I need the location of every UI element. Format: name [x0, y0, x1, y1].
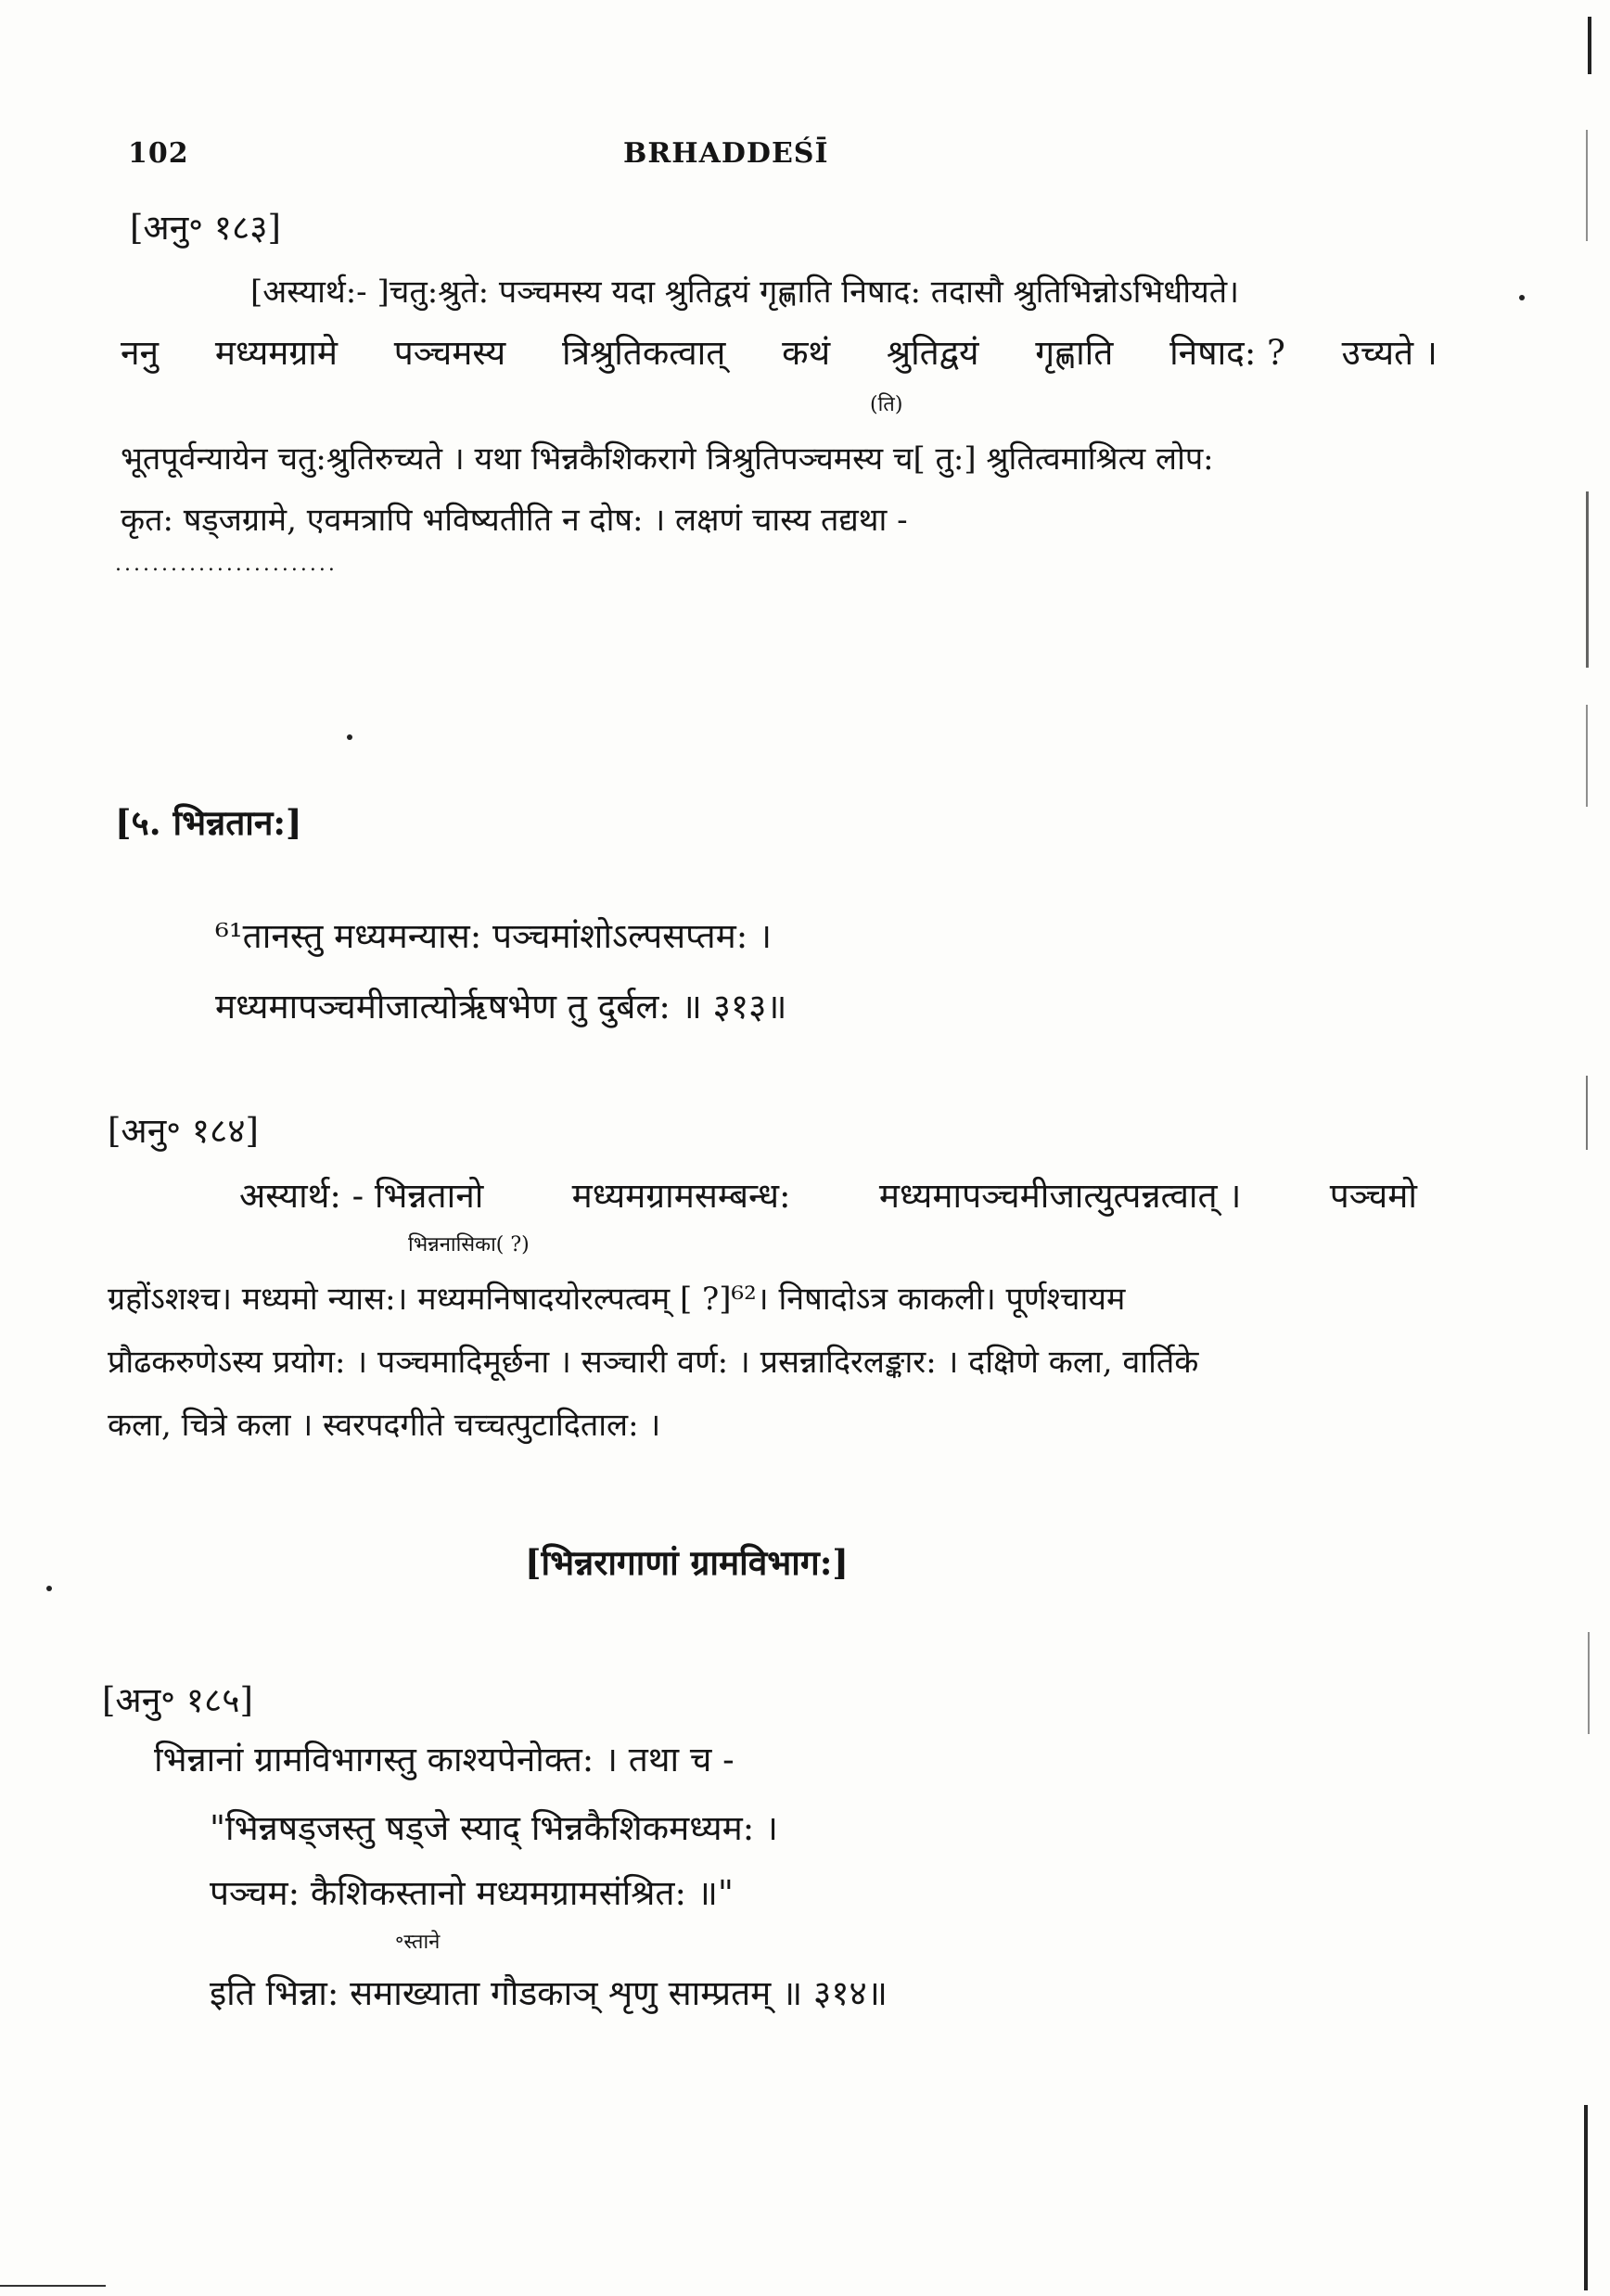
word: श्रुतिद्वयं — [886, 333, 979, 373]
commentary-line-1: [अस्यार्थ:- ]चतु:श्रुते: पञ्चमस्य यदा श्रुतिद्वयं गृह्णाति निषाद: तदासौ श्रुतिभिन्नोऽभिधीयते। — [250, 274, 1239, 311]
scan-edge-mark — [1586, 491, 1589, 668]
section-heading-bhinnatana: [५. भिन्नतान:] — [115, 802, 302, 843]
section-heading-grama-vibhaga: [भिन्नरागाणां ग्रामविभाग:] — [525, 1542, 849, 1583]
verse-313-line-2: मध्यमापञ्चमीजात्योर्ऋषभेण तु दुर्बल: ॥ ३१३॥ — [215, 987, 787, 1027]
commentary-185-line-1: भिन्नानां ग्रामविभागस्तु काश्यपेनोक्त: । तथा च - — [154, 1740, 735, 1779]
anu-label-183: [अनु॰ १८३] — [130, 208, 281, 248]
running-title: BRHADDEŚĪ — [623, 137, 829, 170]
anu-label-184: [अनु॰ १८४] — [108, 1111, 259, 1151]
scan-edge-mark — [1586, 130, 1588, 241]
quoted-verse-line-1: "भिन्नषड्जस्तु षड्जे स्याद् भिन्नकैशिकमध्यम: । — [210, 1808, 778, 1848]
marginal-note-stane: ॰स्ताने — [395, 1931, 441, 1954]
word: पञ्चमस्य — [393, 333, 506, 373]
commentary-184-line-1 — [239, 1170, 1417, 1218]
commentary-184-line-3: प्रौढकरुणेऽस्य प्रयोग: । पञ्चमादिमूर्छना । सञ्चारी वर्ण: । प्रसन्नादिरलङ्कार: । दक्षिणे कला, वार्तिके — [108, 1344, 1199, 1381]
scan-edge-mark — [1586, 705, 1588, 807]
word: ननु — [121, 333, 160, 373]
commentary-184-line-2: ग्रहोंऽशश्च। मध्यमो न्यास:। मध्यमनिषादयोरल्पत्वम् [ ?]⁶²। निषादोऽत्र काकली। पूर्णश्चायम — [108, 1281, 1126, 1318]
word: गृह्णाति — [1035, 333, 1114, 373]
scan-edge-mark — [1584, 2105, 1588, 2290]
word: मध्यमापञ्चमीजात्युत्पन्नत्वात् । — [878, 1176, 1242, 1216]
scan-edge-mark — [1588, 1632, 1590, 1734]
word: त्रिश्रुतिकत्वात् — [562, 333, 726, 373]
word: कथं — [782, 333, 831, 373]
scan-speck — [46, 1586, 52, 1591]
scan-edge-mark — [1586, 1076, 1588, 1150]
scan-edge-mark — [1588, 17, 1591, 74]
anu-label-185: [अनु॰ १८५] — [102, 1680, 253, 1720]
commentary-184-line-4: कला, चित्रे कला । स्वरपदगीते चच्चत्पुटादिताल: । — [108, 1407, 661, 1444]
scan-speck — [1519, 295, 1525, 300]
footnote-rule — [0, 2285, 106, 2287]
verse-314: इति भिन्ना: समाख्याता गौडकाञ् शृणु साम्प्रतम् ॥ ३१४॥ — [210, 1973, 888, 2013]
commentary-line-4: कृत: षड्जग्रामे, एवमत्रापि भविष्यतीति न दोष: । लक्षणं चास्य तद्यथा - — [121, 502, 908, 539]
word: उच्यते । — [1341, 333, 1438, 373]
marginal-note-bhinnanasika: भिन्ननासिका( ?) — [408, 1233, 530, 1256]
scan-speck — [347, 734, 352, 740]
commentary-line-3: भूतपूर्वन्यायेन चतु:श्रुतिरुच्यते । यथा भिन्नकैशिकरागे त्रिश्रुतिपञ्चमस्य च[ तु:] श्रुतित्वमाश्रित्य लोप: — [121, 440, 1214, 478]
quoted-verse-line-2: पञ्चम: कैशिकस्तानो मध्यमग्रामसंश्रित: ॥" — [210, 1873, 734, 1913]
word: पञ्चमो — [1329, 1176, 1417, 1216]
word: मध्यमग्रामसम्बन्ध: — [571, 1176, 791, 1216]
word: अस्यार्थ: - भिन्नतानो — [239, 1176, 484, 1216]
word: मध्यमग्रामे — [214, 333, 339, 373]
page-number: 102 — [128, 137, 189, 170]
verse-313-line-1: ⁶¹तानस्तु मध्यमन्यास: पञ्चमांशोऽल्पसप्तम: । — [215, 916, 772, 956]
correction-note: (ति) — [870, 393, 903, 416]
dotted-rule: ........................ — [115, 553, 338, 576]
word: निषाद: ? — [1169, 333, 1285, 373]
commentary-line-2 — [121, 327, 1438, 375]
